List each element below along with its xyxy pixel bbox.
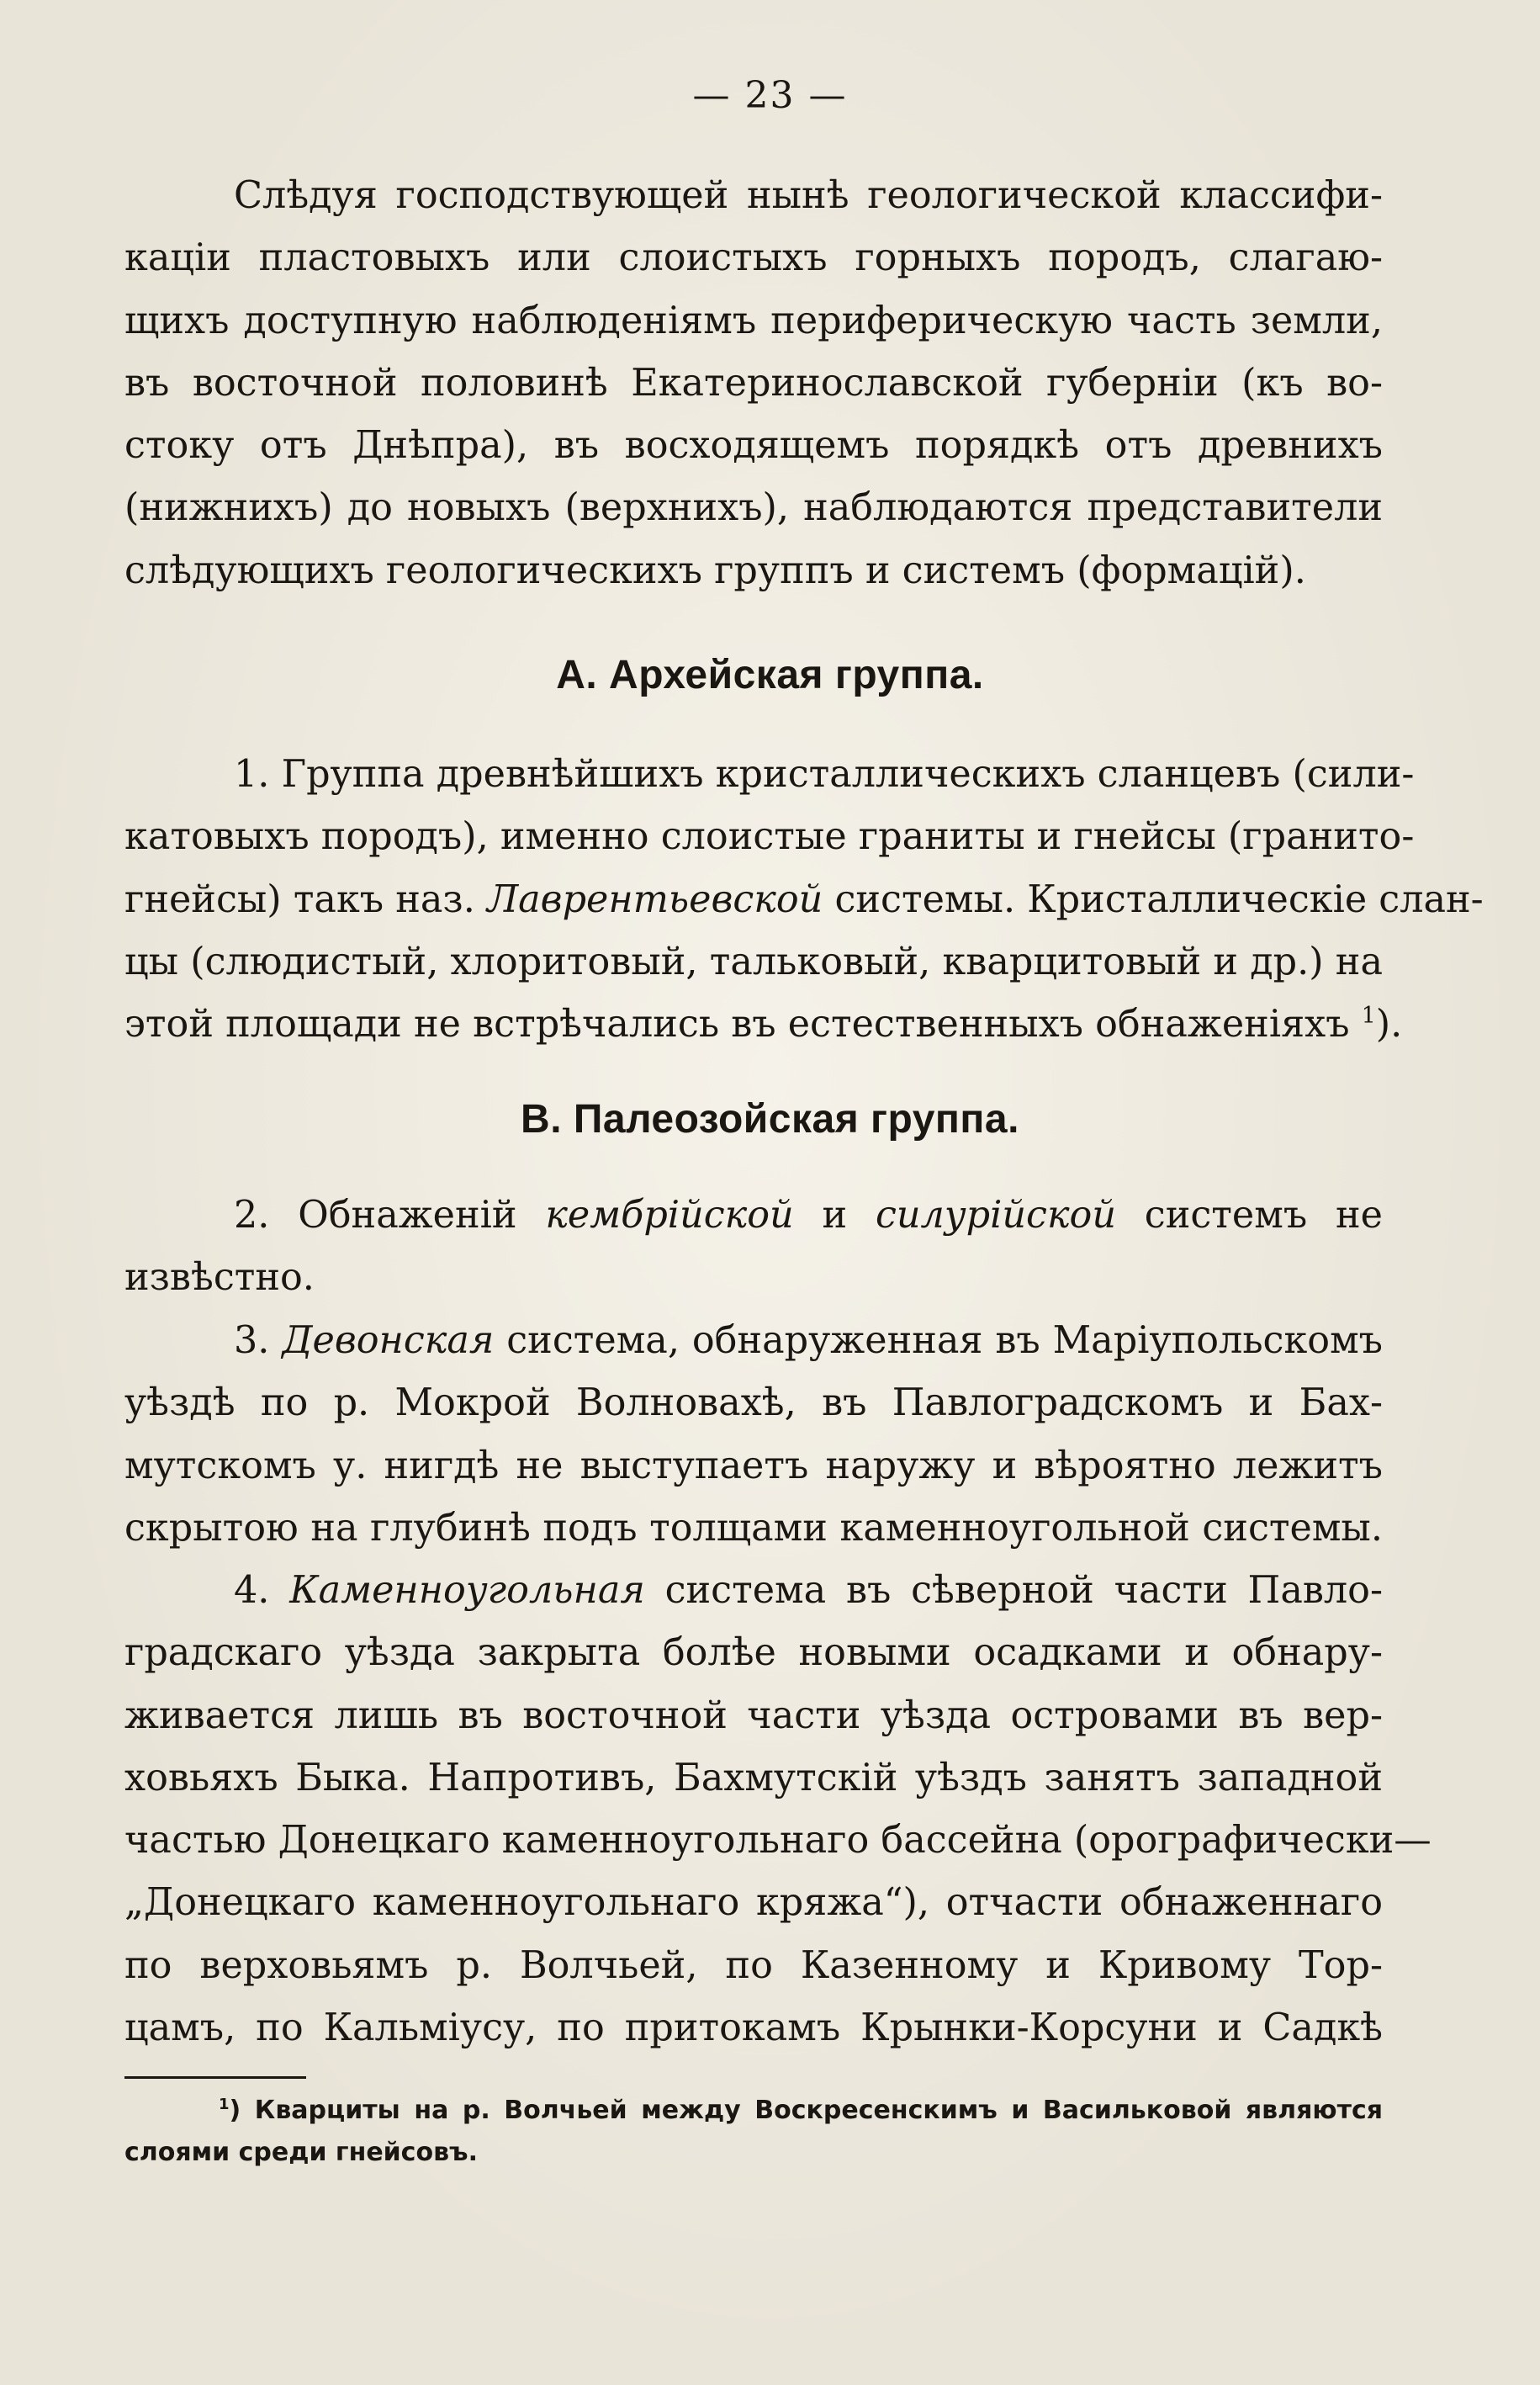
italic-term: Каменноугольная (289, 1569, 645, 1612)
footnote-marker: 1 (1361, 1003, 1376, 1030)
text-line: 1. Группа древнѣйшихъ кристаллическихъ сланцевъ (сили- (234, 753, 1415, 796)
italic-term: кембрійской (545, 1194, 794, 1237)
text-line: „Донецкаго каменноугольнаго кряжа“), отчасти обнаженнаго (124, 1881, 1383, 1925)
text-run: 2. Обнаженій (234, 1194, 546, 1237)
text-line: частью Донецкаго каменноугольнаго бассейна (орографически— (124, 1819, 1432, 1863)
paragraph-4 (124, 1560, 1432, 2059)
text-run: 3. (234, 1319, 283, 1362)
text-line (124, 1310, 1383, 1372)
italic-term: силурійской (875, 1194, 1116, 1237)
text-line (124, 994, 1403, 1056)
text-run: гнейсы) такъ наз. (124, 877, 487, 921)
text-line: ховьяхъ Быка. Напротивъ, Бахмутскій уѣздъ занятъ западной (124, 1756, 1383, 1799)
paragraph-1 (124, 744, 1484, 1056)
text-line (124, 869, 1484, 931)
text-line: стоку отъ Днѣпра), въ восходящемъ порядкѣ отъ древнихъ (124, 424, 1383, 468)
text-line: живается лишь въ восточной части уѣзда островами въ вер- (124, 1693, 1383, 1737)
intro-paragraph (124, 165, 1383, 602)
page-number: — 23 — (692, 74, 848, 117)
text-line: уѣздѣ по р. Мокрой Волновахѣ, въ Павлоградскомъ и Бах- (124, 1381, 1383, 1425)
text-line: катовыхъ породъ), именно слоистые граниты и гнейсы (гранито- (124, 815, 1415, 859)
text-line: цы (слюдистый, хлоритовый, тальковый, кварцитовый и др.) на (124, 940, 1383, 983)
text-line (124, 1560, 1383, 1622)
text-run: ). (1375, 1003, 1403, 1047)
text-line (124, 1185, 1383, 1247)
italic-term: Девонская (282, 1319, 495, 1362)
text-line: (нижнихъ) до новыхъ (верхнихъ), наблюдаются представители (124, 486, 1383, 530)
footnote-marker: 1 (219, 2096, 230, 2114)
text-line: мутскомъ у. нигдѣ не выступаетъ наружу и вѣроятно лежитъ (124, 1444, 1383, 1487)
text-line: каціи пластовыхъ или слоистыхъ горныхъ породъ, слагаю- (124, 236, 1383, 280)
text-line: щихъ доступную наблюденіямъ периферическую часть земли, (124, 299, 1383, 342)
text-run: система, обнаруженная въ Маріупольскомъ (494, 1319, 1383, 1362)
text-line: градскаго уѣзда закрыта болѣе новыми осадками и обнару- (124, 1631, 1383, 1675)
italic-term: Лаврентьевской (487, 877, 823, 921)
text-run: системъ не (1116, 1194, 1383, 1237)
text-line: скрытою на глубинѣ подъ толщами каменноугольной системы. (124, 1506, 1383, 1550)
footnote-line: слоями среди гнейсовъ. (124, 2138, 478, 2167)
text-run: система въ сѣверной части Павло- (644, 1569, 1383, 1612)
section-heading-archean: А. Архейская группа. (556, 653, 984, 697)
footnote-rule (124, 2076, 306, 2079)
text-run: ) Кварциты на р. Волчьей между Воскресенскимъ и Васильковой являются (229, 2096, 1383, 2125)
text-run: 4. (234, 1569, 290, 1612)
text-line: Слѣдуя господствующей нынѣ геологической классифи- (234, 174, 1383, 217)
paragraph-3 (124, 1310, 1383, 1560)
text-run: этой площади не встрѣчались въ естественныхъ обнаженіяхъ (124, 1003, 1350, 1047)
text-run: и (793, 1194, 876, 1237)
footnote-line (124, 2090, 1383, 2132)
text-line: извѣстно. (124, 1256, 315, 1300)
text-line: по верховьямъ р. Волчьей, по Казенному и Кривому Тор- (124, 1943, 1383, 1987)
text-line: цамъ, по Кальміусу, по притокамъ Крынки-Корсуни и Садкѣ (124, 2006, 1383, 2050)
text-line: слѣдующихъ геологическихъ группъ и системъ (формацій). (124, 549, 1306, 592)
section-heading-paleozoic: В. Палеозойская группа. (521, 1097, 1019, 1142)
text-line: въ восточной половинѣ Екатеринославской губерніи (къ во- (124, 361, 1383, 405)
text-run: системы. Кристаллическіе слан- (823, 877, 1484, 921)
paragraph-2 (124, 1185, 1383, 1310)
footnote (124, 2090, 1383, 2174)
